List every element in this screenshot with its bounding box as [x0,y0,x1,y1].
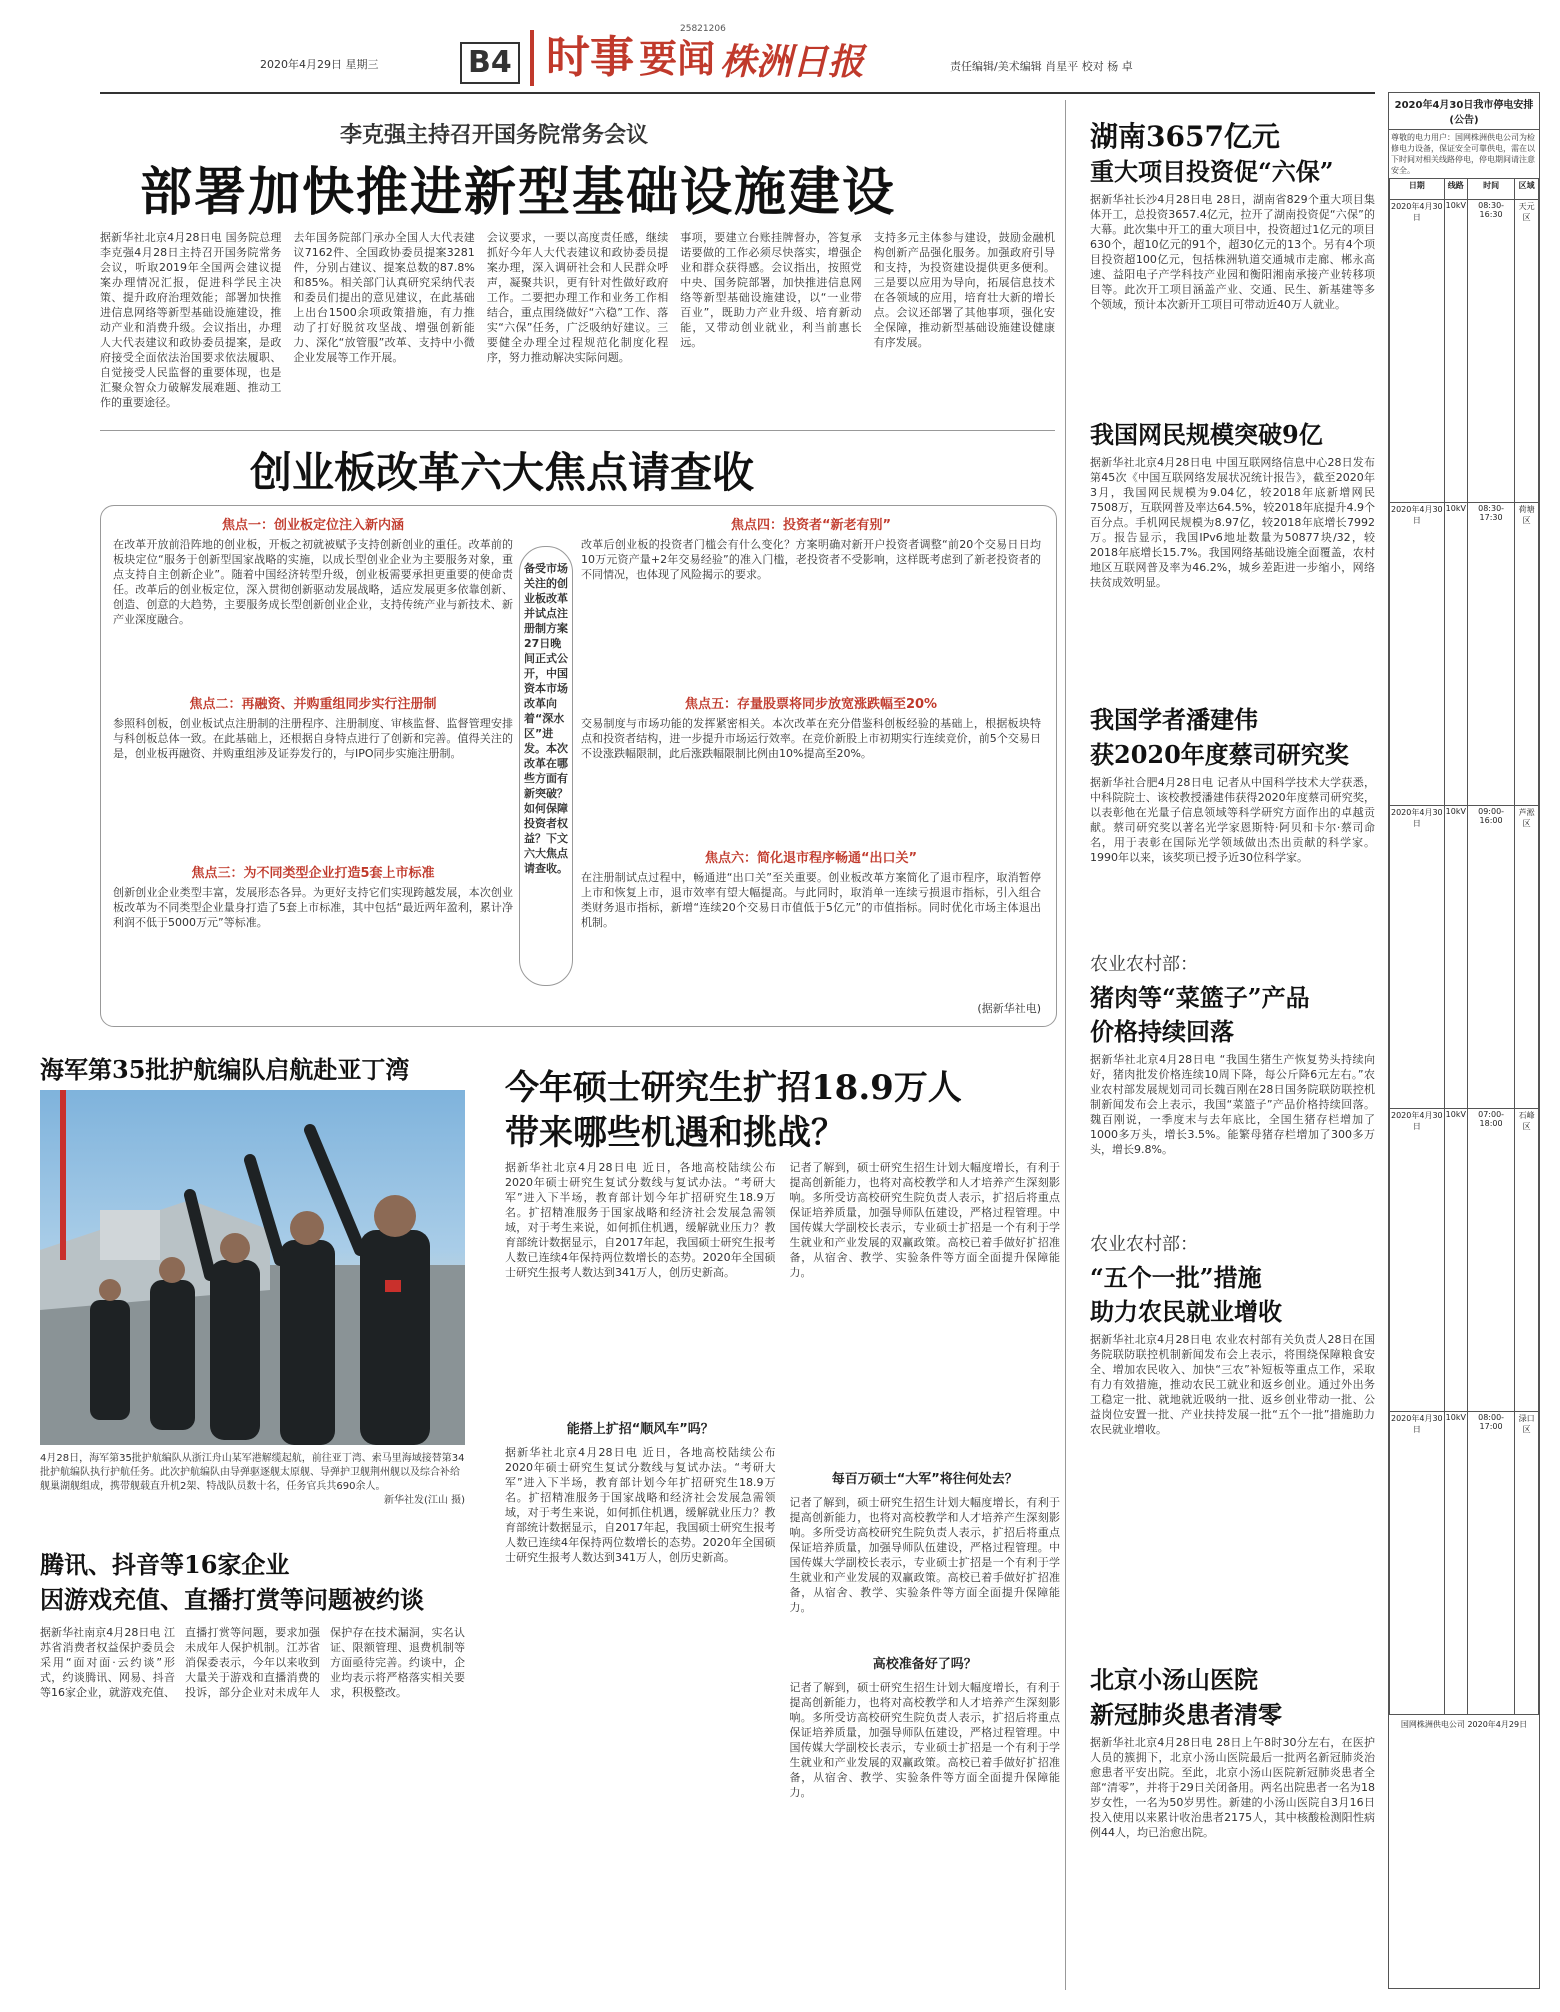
grad-col-1-more: 据新华社北京4月28日电 近日，各地高校陆续公布2020年硕士研究生复试分数线与复试办法。“考研大军”进入下半场，教育部计划今年扩招研究生18.9万名。扩招精准服务于国家战略和经济社会发展急需领域，对于考生来说，如何抓住机遇，缓解就业压力？教育部统计数据显示，自2017年起，我国硕士研究生报考人数已连续4年保持两位数增长的态势。2020年全国硕士研究生报考人数达到341万人，创历史新高。 [505,1446,776,1564]
focus-3-label: 焦点三：为不同类型企业打造5套上市标准 [191,866,435,881]
table-row [1390,1412,1539,1715]
chuangye-box [100,505,1057,1027]
outage-table-body [1390,200,1539,1715]
outage-table-header [1390,179,1539,200]
lead-col-3: 会议要求，一要以高度责任感，继续抓好今年人大代表建议和政协委员提案办理，深入调研社会和人民群众呼声，凝聚共识，更有针对性做好政府工作。二要把办理工作和业务工作相结合，重点围绕做好“六稳”工作、落实“六保”任务，广泛吸纳好建议。三要健全办理全过程规范化制度化程序，努力推动解决实际问题。 [486,231,669,364]
farmers-kicker: 农业农村部： [1090,1234,1198,1255]
beijing-title-1: 北京小汤山医院 [1090,1665,1258,1694]
grad-body [505,1160,1060,1990]
focus-5-label: 焦点五：存量股票将同步放宽涨跌幅至20% [684,697,938,712]
hunan-title-1: 湖南3657亿元 [1090,120,1280,153]
outage-note: 尊敬的电力用户：国网株洲供电公司为检修电力设备，保证安全可靠供电，需在以下时间对相关线路停电，停电期间请注意安全。 [1391,133,1535,175]
lead-col-4: 事项，要建立台账挂牌督办，答复承诺要做的工作必须尽快落实，增强企业和群众获得感。会议指出，按照党中央、国务院部署，加快推进信息网络等新型基础设施建设，以“一业带百业”，既助力产业升级、培育新动能，又带动创业就业，利当前惠长远。 [680,231,862,349]
chuangye-left [113,514,513,1019]
table-cell: 08:30-17:30 [1467,503,1514,806]
section-title-main: 时事 [546,32,634,83]
farmers-text: 据新华社北京4月28日电 农业农村部有关负责人28日在国务院联防联控机制新闻发布会上表示，将围绕保障粮食安全、增加农民收入、加快“三农”补短板等重点工作，采取有力有效措施，推动农民工就业和返乡创业。通过外出务工稳定一批、就地就近吸纳一批、返乡创业带动一批、公益岗位安置一批、产业扶持发展一批“五个一批”措施助力农民就业增收。 [1090,1333,1375,1436]
outage-table [1389,178,1539,1715]
lead-col-2: 去年国务院部门承办全国人大代表建议7162件、全国政协委员提案3281件，分别占建议、提案总数的87.8%和85%。相关部门认真研究采纳代表和委员们提出的意见建议，在此基础上出台1500余项政策措施，有力推动了打好脱贫攻坚战、增强创新能力、深化“放管服”改革、支持中小微企业发展等工作开展。 [293,231,475,364]
chuangye-sidebar [519,546,573,986]
netizens-text: 据新华社北京4月28日电 中国互联网络信息中心28日发布第45次《中国互联网络发展状况统计报告》，截至2020年3月，我国网民规模为9.04亿，较2018年底新增网民7508万，互联网普及率达64.5%，较2018年底提升4.9个百分点。手机网民规模为8.97亿，较2018年底增长7992万。报告显示，我国IPv6地址数量为50877块/32，较2018年底增长15.7%。我国网络基础设施全面覆盖，农村地区互联网普及率为46.2%，城乡差距进一步缩小，网络扶贫成效明显。 [1090,456,1375,589]
farmers-title-1: “五个一批”措施 [1090,1263,1262,1292]
games-title-1: 腾讯、抖音等16家企业 [40,1550,290,1579]
pork-title-1: 猪肉等“菜篮子”产品 [1090,983,1310,1012]
hunan-text: 据新华社长沙4月28日电 28日，湖南省829个重大项目集体开工，总投资3657.4亿元，拉开了湖南投资促“六保”的大幕。此次集中开工的重大项目中，投资超过1亿元的项目630个，超10亿元的91个，超30亿元的13个。另有4个项目投资超100亿元，包括株洲轨道交通城市走廊、郴永高速、益阳电子产学科技产业园和衡阳湘南承接产业转移项目等。此次开工项目涵盖产业、交通、民生、新基建等多个领域，预计本次新开工项目可带动近40万人就业。 [1090,193,1375,311]
table-cell: 渌口区 [1515,1412,1539,1715]
focus-3-text: 创新创业企业类型丰富，发展形态各异。为更好支持它们实现跨越发展，本次创业板改革为不同类型企业量身打造了5套上市标准，其中包括“最近两年盈利，累计净利润不低于5000万元”等标准。 [113,886,513,929]
table-cell: 07:00-18:00 [1467,1109,1514,1412]
editors-credit: 责任编辑/美术编辑 肖星平 校对 杨 卓 [950,60,1133,73]
farmers-title-2: 助力农民就业增收 [1090,1297,1282,1326]
beijing-title-2: 新冠肺炎患者清零 [1090,1700,1282,1729]
outage-table-panel [1388,92,1540,1989]
grad-sub-3: 高校准备好了吗？ [872,1657,977,1672]
masthead [100,20,1460,90]
outage-header-line: 线路 [1444,179,1467,200]
grad-sub-2: 每百万硕士“大军”将往何处去？ [831,1472,1018,1487]
section-title [530,30,715,86]
table-cell: 10kV [1444,806,1467,1109]
table-cell: 09:00-16:00 [1467,806,1514,1109]
navy-photo [40,1090,465,1445]
grad-title-1: 今年硕士研究生扩招18.9万人 [505,1068,962,1108]
table-cell: 10kV [1444,503,1467,806]
outage-footer: 国网株洲供电公司 2020年4月29日 [1400,1720,1528,1729]
grad-col-2-more: 记者了解到，硕士研究生招生计划大幅度增长，有利于提高创新能力，也将对高校教学和人才培养产生深刻影响。多所受访高校研究生院负责人表示，扩招后将重点保证培养质量，加强导师队伍建设，严格过程管理。中国传媒大学副校长表示，专业硕士扩招是一个有利于学生就业和产业发展的双赢政策。高校已着手做好扩招准备，从宿舍、教学、实验条件等方面全面提升保障能力。 [789,1496,1060,1614]
table-cell: 10kV [1444,1109,1467,1412]
lead-title: 部署加快推进新型基础设施建设 [140,162,897,223]
masthead-rule [100,92,1375,94]
newspaper-logo: 株洲日报 [720,41,865,83]
column-divider [1065,100,1066,1990]
chuangye-right [581,514,1041,1019]
games-title-2: 因游戏充值、直播打赏等问题被约谈 [40,1585,424,1614]
table-cell: 芦淞区 [1515,806,1539,1109]
table-cell: 10kV [1444,200,1467,503]
grad-col-2-text: 记者了解到，硕士研究生招生计划大幅度增长，有利于提高创新能力，也将对高校教学和人才培养产生深刻影响。多所受访高校研究生院负责人表示，扩招后将重点保证培养质量，加强导师队伍建设，严格过程管理。中国传媒大学副校长表示，专业硕士扩招是一个有利于学生就业和产业发展的双赢政策。高校已着手做好扩招准备，从宿舍、教学、实验条件等方面全面提升保障能力。 [789,1161,1060,1279]
table-cell: 石峰区 [1515,1109,1539,1412]
grad-title-2: 带来哪些机遇和挑战？ [505,1113,845,1153]
table-cell: 2020年4月30日 [1390,1109,1445,1412]
table-cell: 2020年4月30日 [1390,806,1445,1109]
table-row [1390,1109,1539,1412]
focus-1-label: 焦点一：创业板定位注入新内涵 [221,518,404,533]
table-row [1390,200,1539,503]
grad-col-2 [790,1160,1061,1990]
lead-subtitle: 李克强主持召开国务院常务会议 [340,122,649,148]
table-cell: 10kV [1444,1412,1467,1715]
table-cell: 天元区 [1515,200,1539,503]
chuangye-source: (据新华社电) [977,1002,1041,1015]
pork-title-2: 价格持续回落 [1090,1017,1234,1046]
scholar-title-2: 获2020年度蔡司研究奖 [1090,740,1349,769]
focus-1-text: 在改革开放前沿阵地的创业板，开板之初就被赋予支持创新创业的重任。改革前的板块定位“服务于创新型国家战略的实施，以成长型创业企业为主要服务对象，重点支持自主创新企业”。随着中国经济转型升级，创业板需要承担更重要的使命责任。改革后的创业板定位，深入贯彻创新驱动发展战略，适应发展更多依靠创新、创造、创意的大趋势，主要服务成长型创新创业企业，支持传统产业与新技术、新产业深度融合。 [113,538,513,626]
outage-header-date: 日期 [1390,179,1445,200]
table-row [1390,503,1539,806]
focus-4-text: 改革后创业板的投资者门槛会有什么变化？方案明确对新开户投资者调整“前20个交易日日均10万元资产量+2年交易经验”的准入门槛，老投资者不受影响，这样既考虑到了新老投资者的不同情况，也体现了风险揭示的要求。 [581,538,1041,581]
lead-col-1: 据新华社北京4月28日电 国务院总理李克强4月28日主持召开国务院常务会议，听取2019年全国两会建议提案办理情况汇报，促进科学民主决策、提升政府治理效能；部署加快推进信息网络等新型基础设施建设，推动产业和消费升级。会议指出，办理人大代表建议和政协委员提案，是政府接受全面依法治国要求依法履职、自觉接受人民监督的重要体现，也是汇聚众智众力破解发展难题、推动工作的重要途径。 [100,231,282,409]
outage-title: 2020年4月30日我市停电安排(公告) [1389,93,1539,130]
focus-6-label: 焦点六：简化退市程序畅通“出口关” [704,851,918,866]
grad-col-2-end: 记者了解到，硕士研究生招生计划大幅度增长，有利于提高创新能力，也将对高校教学和人才培养产生深刻影响。多所受访高校研究生院负责人表示，扩招后将重点保证培养质量，加强导师队伍建设，严格过程管理。中国传媒大学副校长表示，专业硕士扩招是一个有利于学生就业和产业发展的双赢政策。高校已着手做好扩招准备，从宿舍、教学、实验条件等方面全面提升保障能力。 [789,1681,1060,1799]
focus-5-text: 交易制度与市场功能的发挥紧密相关。本次改革在充分借鉴科创板经验的基础上，根据板块特点和投资者结构，进一步提升市场运行效率。在竞价新股上市初期实行连续竞价，前5个交易日不设涨跌幅限制，此后涨跌幅限制比例由10%提高至20%。 [581,717,1041,760]
pork-kicker: 农业农村部： [1090,954,1198,975]
table-cell: 2020年4月30日 [1390,503,1445,806]
lead-body [100,230,1055,420]
netizens-title: 我国网民规模突破9亿 [1090,420,1323,449]
navy-caption [40,1452,465,1508]
games-text: 据新华社南京4月28日电 江苏省消费者权益保护委员会采用“面对面·云约谈”形式，约谈腾讯、网易、抖音等16家企业，就游戏充值、直播打赏等问题，要求加强未成年人保护机制。江苏省消保委表示，今年以来收到大量关于游戏和直播消费的投诉，部分企业对未成年人保护存在技术漏洞，实名认证、限额管理、退费机制等方面亟待完善。约谈中，企业均表示将严格落实相关要求，积极整改。 [40,1626,465,1699]
lead-col-5: 支持多元主体参与建设，鼓励金融机构创新产品强化服务。加强政府引导和支持，为投资建设提供更多便利。三是要以应用为导向，拓展信息技术在各领域的应用，培育壮大新的增长点。会议还部署了其他事项，强化安全保障，推动新型基础设施建设健康有序发展。 [873,231,1056,349]
section-title-sub: 要闻 [639,37,716,81]
table-cell: 2020年4月30日 [1390,1412,1445,1715]
lead-divider [100,430,1055,431]
issue-date: 2020年4月29日 星期三 [260,58,379,71]
navy-caption-text: 4月28日，海军第35批护航编队从浙江舟山某军港解缆起航，前往亚丁湾、索马里海域接替第34批护航编队执行护航任务。此次护航编队由导弹驱逐舰太原舰、导弹护卫舰荆州舰以及综合补给舰巢湖舰组成，携带舰载直升机2架、特战队员数十名，任务官兵共690余人。 [40,1453,465,1492]
grad-col-1-text: 据新华社北京4月28日电 近日，各地高校陆续公布2020年硕士研究生复试分数线与复试办法。“考研大军”进入下半场，教育部计划今年扩招研究生18.9万名。扩招精准服务于国家战略和经济社会发展急需领域，对于考生来说，如何抓住机遇，缓解就业压力？教育部统计数据显示，自2017年起，我国硕士研究生报考人数已连续4年保持两位数增长的态势。2020年全国硕士研究生报考人数达到341万人，创历史新高。 [505,1161,776,1279]
table-cell: 08:00-17:00 [1467,1412,1514,1715]
table-row [1390,806,1539,1109]
barcode-text: 25821206 [680,24,726,34]
focus-2-label: 焦点二：再融资、并购重组同步实行注册制 [189,697,437,712]
grad-col-1 [505,1160,776,1990]
outage-header-time: 时间 [1467,179,1514,200]
hunan-title-2: 重大项目投资促“六保” [1090,157,1334,186]
pork-text: 据新华社北京4月28日电 “我国生猪生产恢复势头持续向好，猪肉批发价格连续10周下降，每公斤降6元左右。”农业农村部发展规划司司长魏百刚在28日国务院联防联控机制新闻发布会上表示，我国“菜篮子”产品价格持续回落。魏百刚说，一季度末与去年底比，全国生猪存栏增加了1000多万头，增长3.5%。能繁母猪存栏增加了300多万头，增长9.8%。 [1090,1053,1375,1156]
table-cell: 2020年4月30日 [1390,200,1445,503]
focus-2-text: 参照科创板，创业板试点注册制的注册程序、注册制度、审核监督、监督管理安排与科创板总体一致。在此基础上，还根据自身特点进行了创新和完善。值得关注的是，创业板再融资、并购重组涉及证券发行的，与IPO同步实施注册制。 [113,717,513,760]
grad-sub-1: 能搭上扩招“顺风车”吗？ [566,1422,714,1437]
focus-4-label: 焦点四：投资者“新老有别” [730,518,892,533]
beijing-text: 据新华社北京4月28日电 28日上午8时30分左右，在医护人员的簇拥下，北京小汤山医院最后一批两名新冠肺炎治愈患者平安出院。至此，北京小汤山医院新冠肺炎患者全部“清零”，并将于29日关闭备用。两名出院患者一名为18岁女性，一名为50岁男性。新建的小汤山医院自3月16日投入使用以来累计收治患者2175人，其中核酸检测阳性病例44人，均已治愈出院。 [1090,1736,1375,1839]
navy-credit: 新华社发(江山 摄) [384,1495,465,1506]
chuangye-title: 创业板改革六大焦点请查收 [250,448,755,497]
outage-header-area: 区域 [1515,179,1539,200]
scholar-text: 据新华社合肥4月28日电 记者从中国科学技术大学获悉，中科院院士、该校教授潘建伟获得2020年度蔡司研究奖，以表彰他在光量子信息领域等科学研究方面作出的卓越贡献。蔡司研究奖以著名光学家恩斯特·阿贝和卡尔·蔡司命名，用于表彰在国际光学领域做出杰出贡献的科学家。1990年以来，该奖项已授予近30位科学家。 [1090,776,1375,864]
chuangye-sidebar-text: 备受市场关注的创业板改革并试点注册制方案27日晚间正式公开，中国资本市场改革向着“深水区”进发。本次改革在哪些方面有新突破？如何保障投资者权益？下文六大焦点请查收。 [524,562,568,875]
navy-photo-illustration [40,1090,465,1445]
table-cell: 荷塘区 [1515,503,1539,806]
navy-title: 海军第35批护航编队启航赴亚丁湾 [40,1055,410,1084]
page-number: B4 [460,42,520,84]
focus-6-text: 在注册制试点过程中，畅通进“出口关”至关重要。创业板改革方案简化了退市程序，取消暂停上市和恢复上市，退市效率有望大幅提高。与此同时，取消单一连续亏损退市指标，引入组合类财务退市指标，新增“连续20个交易日市值低于5亿元”的市值指标。同时优化市场主体退出机制。 [581,871,1041,929]
scholar-title-1: 我国学者潘建伟 [1090,705,1258,734]
table-cell: 08:30-16:30 [1467,200,1514,503]
